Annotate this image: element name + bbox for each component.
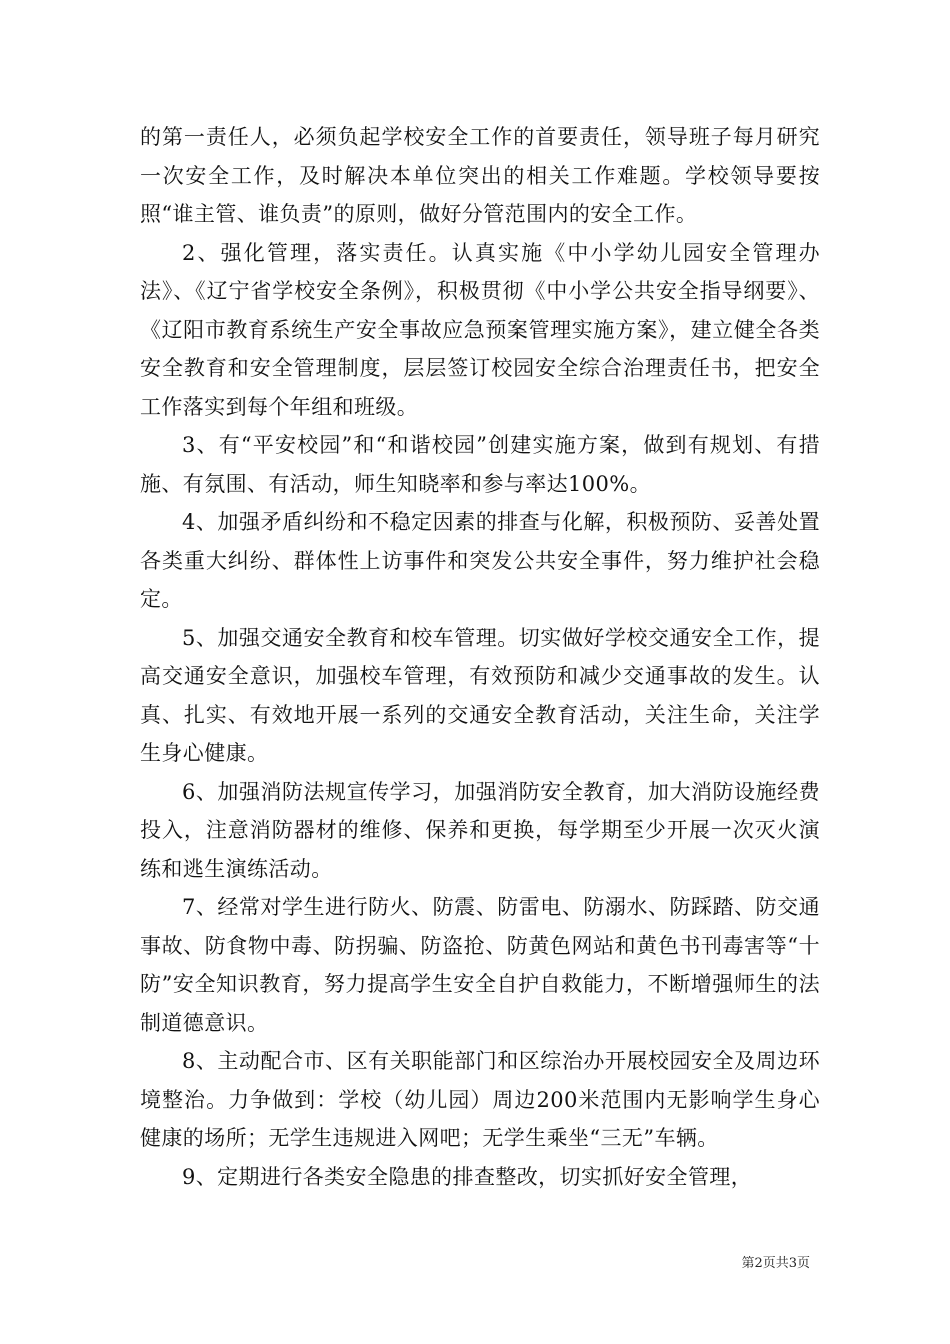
paragraph-3: 3、有“平安校园”和“和谐校园”创建实施方案，做到有规划、有措施、有氛围、有活动，师生知晓率和参与率达100%。 bbox=[140, 433, 820, 496]
body-text bbox=[140, 118, 820, 1196]
paragraph-1: 的第一责任人，必须负起学校安全工作的首要责任，领导班子每月研究一次安全工作，及时解决本单位突出的相关工作难题。学校领导要按照“谁主管、谁负责”的原则，做好分管范围内的安全工作。 bbox=[140, 125, 820, 226]
paragraph-5: 5、加强交通安全教育和校车管理。切实做好学校交通安全工作，提高交通安全意识，加强校车管理，有效预防和减少交通事故的发生。认真、扎实、有效地开展一系列的交通安全教育活动，关注生命，关注学生身心健康。 bbox=[140, 625, 820, 765]
paragraph-2: 2、强化管理，落实责任。认真实施《中小学幼儿园安全管理办法》、《辽宁省学校安全条例》，积极贯彻《中小学公共安全指导纲要》、《辽阳市教育系统生产安全事故应急预案管理实施方案》，建立健全各类安全教育和安全管理制度，层层签订校园安全综合治理责任书，把安全工作落实到每个年组和班级。 bbox=[140, 240, 820, 419]
paragraph-7: 7、经常对学生进行防火、防震、防雷电、防溺水、防踩踏、防交通事故、防食物中毒、防拐骗、防盗抢、防黄色网站和黄色书刊毒害等“十防”安全知识教育，努力提高学生安全自护自救能力，不断增强师生的法制道德意识。 bbox=[140, 895, 820, 1035]
paragraph-6: 6、加强消防法规宣传学习，加强消防安全教育，加大消防设施经费投入，注意消防器材的维修、保养和更换，每学期至少开展一次灭火演练和逃生演练活动。 bbox=[140, 779, 820, 881]
page-number-footer: 第2页共3页 bbox=[741, 1256, 810, 1271]
paragraph-4: 4、加强矛盾纠纷和不稳定因素的排查与化解，积极预防、妥善处置各类重大纠纷、群体性上访事件和突发公共安全事件，努力维护社会稳定。 bbox=[140, 510, 820, 611]
paragraph-8: 8、主动配合市、区有关职能部门和区综治办开展校园安全及周边环境整治。力争做到：学校（幼儿园）周边200米范围内无影响学生身心健康的场所；无学生违规进入网吧；无学生乘坐“三无”车辆。 bbox=[140, 1049, 820, 1150]
paragraph-9: 9、定期进行各类安全隐患的排查整改，切实抓好安全管理， bbox=[182, 1164, 753, 1189]
